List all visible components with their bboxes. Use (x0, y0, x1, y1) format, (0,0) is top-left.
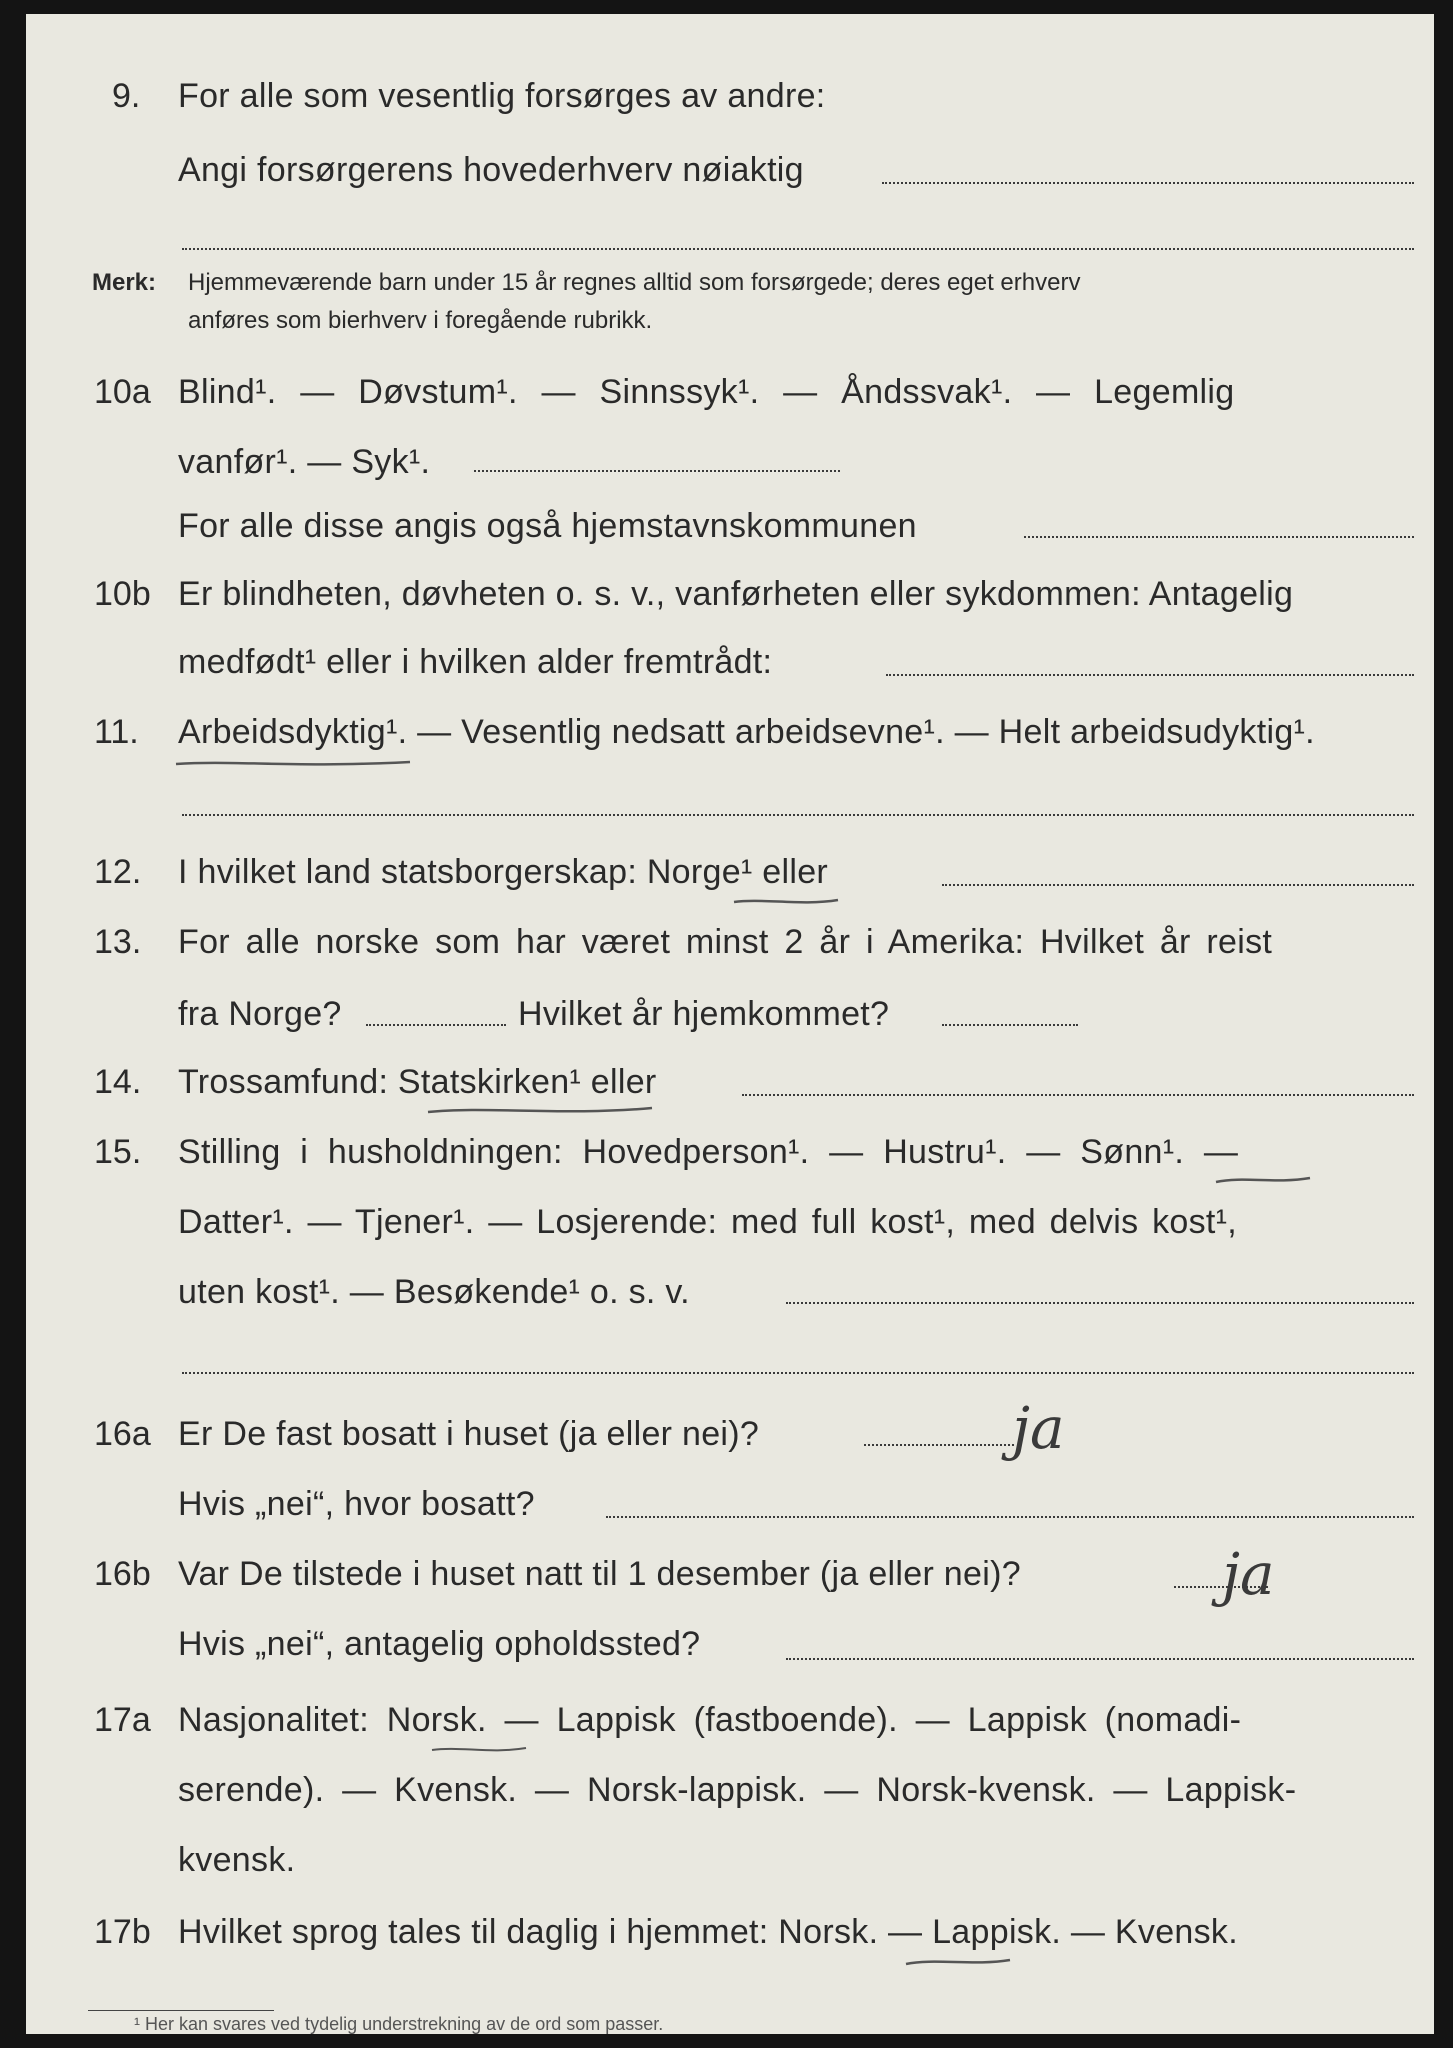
q11-text: Arbeidsdyktig¹. — Vesentlig nedsatt arbeidsevne¹. — Helt arbeidsudyktig¹. (178, 713, 1315, 751)
q13-year-returned-line[interactable] (942, 1024, 1078, 1026)
footnote-rule (88, 2010, 274, 2011)
q10a-hometown-line[interactable] (1024, 536, 1414, 538)
q10b-answer-line[interactable] (886, 674, 1414, 676)
q17b-number: 17b (94, 1913, 151, 1951)
q14-underline-mark (426, 1102, 656, 1124)
q9-number: 9. (112, 77, 141, 115)
footnote-text: ¹ Her kan svares ved tydelig understrekning av de ord som passer. (134, 2014, 664, 2034)
q16b-text-line2: Hvis „nei“, antagelig opholdssted? (178, 1625, 701, 1663)
q17a-text-line1: Nasjonalitet: Norsk. — Lappisk (fastboende). — Lappisk (nomadi- (178, 1701, 1242, 1739)
q11-answer-line[interactable] (182, 814, 1414, 816)
q10b-number: 10b (94, 575, 151, 613)
q15-answer-line-2[interactable] (182, 1372, 1414, 1374)
q10b-text-line1: Er blindheten, døvheten o. s. v., vanførheten eller sykdommen: Antagelig (178, 575, 1294, 613)
q16b-handwritten-answer: ja (1222, 1540, 1275, 1608)
merk-label: Merk: (92, 269, 157, 296)
q10a-answer-line[interactable] (474, 470, 840, 472)
q10a-number: 10a (94, 373, 151, 411)
q11-underline-mark (174, 756, 414, 776)
q13-text-line1: For alle norske som har været minst 2 år i Amerika: Hvilket år reist (178, 923, 1273, 961)
q16a-text-line1: Er De fast bosatt i huset (ja eller nei)? (178, 1415, 760, 1453)
q9-answer-line-2[interactable] (182, 248, 1414, 250)
q17a-text-line2: serende). — Kvensk. — Norsk-lappisk. — Norsk-kvensk. — Lappisk- (178, 1771, 1297, 1809)
q12-text: I hvilket land statsborgerskap: Norge¹ eller (178, 853, 829, 891)
q17b-underline-mark (904, 1954, 1014, 1972)
q14-number: 14. (94, 1063, 142, 1101)
q16b-location-line[interactable] (786, 1658, 1414, 1660)
q15-answer-line[interactable] (786, 1302, 1414, 1304)
merk-text-line1: Hjemmeværende barn under 15 år regnes alltid som forsørgede; deres eget erhverv (188, 269, 1081, 296)
q16a-number: 16a (94, 1415, 151, 1453)
q12-answer-line[interactable] (942, 884, 1414, 886)
q16b-text-line1: Var De tilstede i huset natt til 1 desember (ja eller nei)? (178, 1555, 1021, 1593)
q11-number: 11. (94, 713, 139, 751)
q17a-underline-mark (430, 1742, 530, 1758)
q17b-text: Hvilket sprog tales til daglig i hjemmet: Norsk. — Lappisk. — Kvensk. (178, 1913, 1238, 1951)
q17a-text-line3: kvensk. (178, 1841, 296, 1879)
q15-text-line2: Datter¹. — Tjener¹. — Losjerende: med full kost¹, med delvis kost¹, (178, 1203, 1238, 1241)
q14-text: Trossamfund: Statskirken¹ eller (178, 1063, 657, 1101)
q17a-number: 17a (94, 1701, 151, 1739)
q10a-text-line3: For alle disse angis også hjemstavnskommunen (178, 507, 917, 545)
q9-text-line1: For alle som vesentlig forsørges av andre: (178, 77, 826, 115)
q12-underline-mark (732, 894, 842, 912)
q16a-handwritten-answer: ja (1012, 1394, 1065, 1462)
q13-text-line2a: fra Norge? (178, 995, 342, 1033)
q15-underline-mark (1214, 1172, 1314, 1192)
q13-text-line2b: Hvilket år hjemkommet? (518, 995, 890, 1033)
q15-text-line3: uten kost¹. — Besøkende¹ o. s. v. (178, 1273, 690, 1311)
q15-number: 15. (94, 1133, 142, 1171)
q9-answer-line[interactable] (882, 182, 1414, 184)
merk-text-line2: anføres som bierhverv i foregående rubrikk. (188, 307, 653, 334)
census-form-page (26, 14, 1434, 2034)
q16b-number: 16b (94, 1555, 151, 1593)
q10b-text-line2: medfødt¹ eller i hvilken alder fremtrådt: (178, 643, 773, 681)
q16a-text-line2: Hvis „nei“, hvor bosatt? (178, 1485, 535, 1523)
q13-number: 13. (94, 923, 142, 961)
q10a-text-line2: vanfør¹. — Syk¹. (178, 443, 431, 481)
q12-number: 12. (94, 853, 142, 891)
q9-text-line2: Angi forsørgerens hovederhverv nøiaktig (178, 151, 804, 189)
q15-text-line1: Stilling i husholdningen: Hovedperson¹. — Hustru¹. — Sønn¹. — (178, 1133, 1239, 1171)
q13-year-left-line[interactable] (366, 1024, 506, 1026)
q16a-answer-line[interactable] (864, 1444, 1014, 1446)
q14-answer-line[interactable] (742, 1094, 1414, 1096)
q16a-residence-line[interactable] (606, 1516, 1414, 1518)
q10a-text-line1: Blind¹. — Døvstum¹. — Sinnssyk¹. — Åndssvak¹. — Legemlig (178, 373, 1235, 411)
